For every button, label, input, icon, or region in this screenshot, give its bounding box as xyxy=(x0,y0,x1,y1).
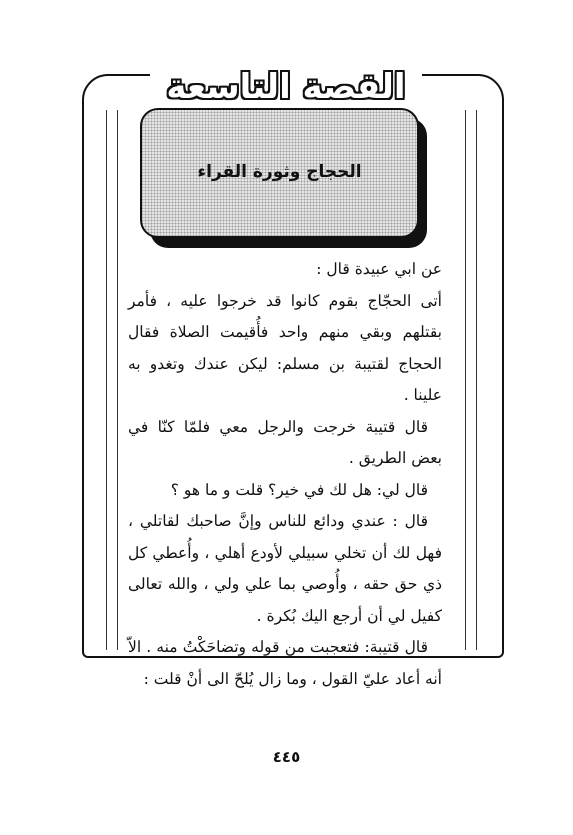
title-panel xyxy=(140,108,419,238)
paragraph: عن ابي عبيدة قال : xyxy=(316,260,442,278)
paragraph: قال قتيبة خرجت والرجل معي فلمّا كنّا في بعض الطريق . xyxy=(128,417,442,467)
chapter-title: القصة التاسعة xyxy=(150,62,422,112)
paragraph: قال قتيبة: فتعجبت من قوله وتضاحَكْتُ منه . الاّ أنه أعاد عليّ القول ، وما زال يُلحّ الى أنْ قلت : xyxy=(128,638,442,688)
paragraph: قال : عندي ودائع للناس وإنَّ صاحبك لقاتلي ، فهل لك أن تخلي سبيلي لأودع أهلي ، وأُعطي كل ذي حق حقه ، وأُوصي بما علي ولي ، والله تعالى كفيل لي أن أرجع اليك بُكرة . xyxy=(128,512,442,625)
page-number: ٤٤٥ xyxy=(272,748,301,766)
story-body xyxy=(128,254,442,695)
paragraph: أتى الحجّاج بقوم كانوا قد خرجوا عليه ، فأمر بقتلهم وبقي منهم واحد فأُقيمت الصلاة فقال الحجاج لقتيبة بن مسلم: ليكن عندك وتغدو به علينا . xyxy=(128,291,442,404)
story-title: الحجاج وثورة القراء xyxy=(197,162,362,182)
left-pillar-line xyxy=(106,110,118,650)
right-pillar-line xyxy=(465,110,477,650)
paragraph: قال لي: هل لك في خير؟ قلت و ما هو ؟ xyxy=(170,480,428,499)
